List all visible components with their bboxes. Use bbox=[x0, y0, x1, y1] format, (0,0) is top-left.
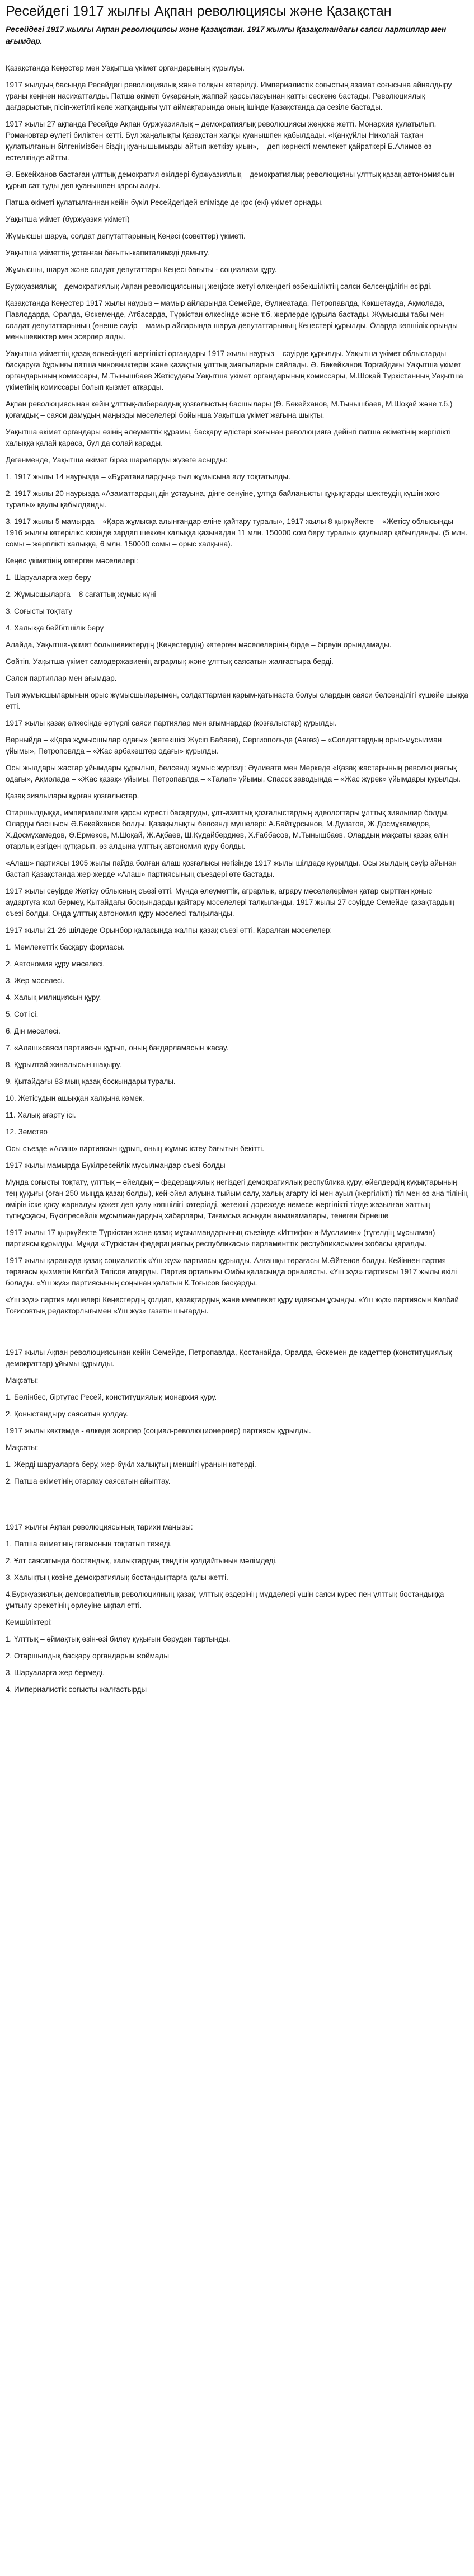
paragraph: 2. Қоныстандыру саясатын қолдау. bbox=[6, 1410, 128, 1418]
paragraph: 1917 жылғы Ақпан революциясының тарихи маңызы: bbox=[6, 1523, 193, 1531]
section-gap bbox=[6, 1493, 468, 1522]
paragraph: Патша өкіметі құлатылғаннан кейін бүкіл Ресейдегідей елімізде де қос (екі) үкімет орнады. bbox=[6, 198, 323, 207]
paragraph: Жұмысшы шаруа, солдат депутаттарының Кеңесі (советтер) үкіметі. bbox=[6, 232, 246, 240]
paragraph: 1917 жылы 21-26 шілдеде Орынбор қаласында жалпы қазақ съезі өтті. Қаралған мәселелер: bbox=[6, 926, 332, 934]
paragraph: 1. 1917 жылы 14 наурызда – «Бұратаналардың» тыл жұмысына алу тоқтатылды. bbox=[6, 473, 290, 481]
paragraph: 1. Мемлекеттік басқару формасы. bbox=[6, 943, 125, 951]
paragraph: 11. Халық ағарту ісі. bbox=[6, 1111, 76, 1119]
paragraph: 2. 1917 жылы 20 наурызда «Азаматтардың дін ұстауына, дінге сенуіне, ұлтқа байланысты құқықтарды шектеудің күшін жою туралы» қаулы қабылданды. bbox=[6, 489, 440, 509]
paragraph: 3. 1917 жылы 5 мамырда – «Қарa жұмысқа алынғандар еліне қайтару туралы», 1917 жылы 8 қыркүйекте – «Жетісу облысынды 1916 жылғы көтерілікс кезінде зардап шеккен халыққа қазынадан 11 млн. 150000 сом беру туралы» қаулылар қабылданды. (5 млн. сомы – жергілікті халыққа, 6 млн. 150000 сомы – орыс халқына). bbox=[6, 517, 468, 548]
paragraph: Жұмысшы, шаруа және солдат депутаттары Кеңесі бағыты - социализм құру. bbox=[6, 265, 277, 274]
paragraph: Уақытша үкіметтің ұстанған бағыты-капиталимзді дамыту. bbox=[6, 249, 209, 257]
paragraph: 3. Халықтың көзіне демократиялық бостандықтарға қолы жетті. bbox=[6, 1573, 228, 1582]
paragraph: 7. «Алаш»саяси партиясын құрып, оның бағдарламасын жасау. bbox=[6, 1044, 229, 1052]
paragraph: 3. Соғысты тоқтату bbox=[6, 607, 73, 615]
paragraph: 1917 жылы мамырда Бүкілресейлік мұсылмандар съезі болды bbox=[6, 1161, 226, 1170]
section-significance bbox=[6, 1522, 468, 1695]
paragraph: Мақсаты: bbox=[6, 1376, 39, 1385]
paragraph: 1917 жылы 27 ақпанда Ресейде Ақпан буржуазиялық – демократиялық революциясы жеңіске жетті. Монархия құлатылып, Романовтар әулеті биліктен кетті. Бұл жаңалықты Қазақстан халқы қуанышпен қабылдады. «Қанқұйлы Николай тақтан құлатылғанын білгенімізбен біздің қуанышымызды айтып жеткізу қиын», – деп көрнекті мемлекет қайраткері Б.Алимов өз естелігінде айтты. bbox=[6, 120, 437, 162]
paragraph: 1. Шаруаларға жер беру bbox=[6, 573, 91, 582]
paragraph: Осы жылдары жастар ұйымдары құрылып, белсенді жұмыс жүргізді: Әулиеата мен Меркеде «Қазақ жастарының революциялық одағы», Ақмолада – «Жас қазақ» ұйымы, Петропавлда – «Талап» ұйымы, Спасск заводында – «Жас жүрек» ұйымдары құрылды. bbox=[6, 764, 461, 783]
paragraph: 4. Халыққа бейбітшілік беру bbox=[6, 624, 104, 632]
paragraph: Алайда, Уақытша-үкімет большевиктердің (Кеңестердің) көтерген мәселелерінің бірде – біреуін орындамады. bbox=[6, 641, 392, 649]
paragraph: Кеңес үкіметінің көтерген мәселелері: bbox=[6, 557, 138, 565]
paragraph: Осы съезде «Алаш» партиясын құрып, оның жұмыс істеу бағытын бекітті. bbox=[6, 1144, 265, 1153]
paragraph: 2. Ұлт саясатында бостандық, халықтардың теңдігін қолдайтынын мәлімдеді. bbox=[6, 1556, 278, 1565]
paragraph: 1917 жылы 17 қыркүйекте Түркістан және қазақ мұсылмандарының съезінде «Иттифок-и-Муслимин» (түгелдің мұсылман) партиясы құрылды. Мұнда «Түркістан федерациялық республикасы» парламенттік республикасымен жобасы қаралды. bbox=[6, 1228, 435, 1248]
paragraph: Сөйтіп, Уақытша үкімет самодержавиенің аграрлық және ұлттық саясатын жалғастыра берді. bbox=[6, 657, 334, 666]
paragraph: Уақытша үкіметтің қазақ өлкесіндегі жергілікті органдары 1917 жылы наурыз – сәуірде құрылды. Уақытша үкімет облыстарды басқаруға бұрынғы патша чиновниктерін және қазақтың ұлттық зиялыларын сайлады. Ә. Бөкейханов Торғайдағы Уақытша үкімет органдарының комиссары, М.Тынышбаев Жетісудағы Уақытша үкімет органдарының комиссары, М.Шоқай Түркістанның Уақытша үкіметінің комиссары болып қызмет атқарды. bbox=[6, 349, 463, 391]
paragraph: «Үш жүз» партия мүшелері Кеңестердің қолдап, қазақтардың және мемлекет құру идеясын ұсынды. «Үш жүз» партиясын Көлбай Тоғисовтың редакторлығымен «Үш жүз» газетін шығарды. bbox=[6, 1296, 459, 1315]
paragraph: Буржуазиялық – демократиялық Ақпан революциясының жеңіске жетуі өлкендегі өзбекшіліктің саяси белсенділігін өсірді. bbox=[6, 282, 432, 291]
paragraph: Мақсаты: bbox=[6, 1443, 39, 1452]
paragraph: Тыл жұмысшыларының орыс жұмысшыларымен, солдаттармен қарым-қатынаста болуы олардың саяси белсенділігі күшейе шыққа етті. bbox=[6, 691, 468, 710]
paragraph: «Алаш» партиясы 1905 жылы пайда болған алаш қозғалысы негізінде 1917 жылы шілдеде құрылды. Осы жылдың сәуір айынан бастап Қазақстанда жер-жерде «Алаш» партиясының съездері өте бастады. bbox=[6, 859, 457, 878]
paragraph: Мұнда соғысты тоқтату, ұлттық – әйелдық – федерациялық негіздегі демократиялық республика құру, әйелдердің құқықтарының тең құқығы (оған 250 мыңда қазақ болды), кей-әйел алуына тыйым салу, халық ағарту ісі мен ауыл (жергілікті) тіл мен өз ана тілінің өмірін іске қосу жарналуы қажет деп қалу көпшілігі көтерілді, жетекші дәрежеде немесе жергілікті тілде жазылған хаттың түпнұсқасы, Бүкілресейлік мұсылмандардың хабарлары, Тағамсыз асыққан аңызнамалары, тенеген бірнеше bbox=[6, 1178, 468, 1220]
paragraph: 1917 жылы сәуірде Жетісу облысның съезі өтті. Мұнда әлеуметтік, аграрлық, аграру мәселелерімен қатар сырттан қоныс аудартуға жол бермеу, Қытайдағы босқындарды қайтару мәселелері талқыланды. 1917 жылы 27 сәуірде Семейде қазақтардың съезі болды. Онда ұлттық автономия құру мәселесі талқыланды. bbox=[6, 887, 454, 918]
paragraph: 5. Сот ісі. bbox=[6, 1010, 39, 1018]
paragraph: 8. Құрылтай жиналысын шақыру. bbox=[6, 1060, 121, 1069]
paragraph: 1917 жылы Ақпан революциясынан кейін Семейде, Петропавлда, Қостанайда, Оралда, Өскемен де кадеттер (конституциялық демократтар) ұйымы құрылды. bbox=[6, 1348, 452, 1368]
paragraph: 2. Жұмысшыларға – 8 сағаттық жұмыс күні bbox=[6, 590, 156, 599]
section-soviets bbox=[6, 63, 468, 550]
paragraph: 1917 жылы қарашада қазақ социалистік «Үш жүз» партиясы құрылды. Алғашқы төрағасы М.Әйтенов болды. Кейіннен партия төрағасы қызметін Көлбай Төгісов атқарды. Партия орталығы Омбы қаласында орналасты. «Үш жүз» партиясы 1917 жылы өкілі болады. «Үш жүз» партиясының соңынан қалатын К.Тоғысов басқарды. bbox=[6, 1256, 457, 1287]
paragraph: 2. Автономия құру мәселесі. bbox=[6, 960, 105, 968]
page-subtitle: Ресейдегі 1917 жылғы Ақпан революциясы және Қазақстан. 1917 жылғы Қазақстандағы саяси партиялар мен ағымдар. bbox=[6, 25, 447, 45]
paragraph: 2. Патша өкіметінің отарлау саясатын айыптау. bbox=[6, 1477, 171, 1485]
paragraph: 1. Ұлттық – әймақтық өзін-өзі билеу құқығын беруден тартынды. bbox=[6, 1635, 231, 1643]
section-cadets bbox=[6, 1347, 468, 1487]
paragraph: 4. Халық милициясын құру. bbox=[6, 993, 101, 1002]
section-gap bbox=[6, 1322, 468, 1347]
paragraph: 3. Шаруаларға жер бермеді. bbox=[6, 1668, 105, 1677]
paragraph: 4.Буржуазиялық-демократиялық революцияның қазақ, ұлттық өздерінің мүдделері үшін саяси күрес пен ұлттық бостандыққа ұмтылу әрекетінің өрлеуіне ықпал етті. bbox=[6, 1590, 444, 1610]
paragraph: Ә. Бөкейханов бастаған ұлттық демократия өкілдері буржуазиялық – демократиялық революцияны ұлттық қазақ автономиясын құрып сат туды деп қуанышпен қарсы алды. bbox=[6, 170, 454, 190]
paragraph: Дегенмендe, Уақытша өкімет біраз шараларды жүзеге асырды: bbox=[6, 456, 228, 464]
section-parties bbox=[6, 555, 468, 1138]
paragraph: 9. Қытайдағы 83 мың қазақ босқындары туралы. bbox=[6, 1077, 176, 1086]
page-title: Ресейдегі 1917 жылғы Ақпан революциясы және Қазақстан bbox=[6, 3, 392, 19]
paragraph: 1917 жылы қазақ өлкесінде әртүрлі саяси партиялар мен ағымнардар (қозғалыстар) құрылды. bbox=[6, 719, 337, 727]
paragraph: Қазақстанда Кеңестер мен Уақытша үкімет органдарының құрылуы. bbox=[6, 64, 245, 72]
paragraph: 3. Жер мәселесі. bbox=[6, 976, 65, 985]
paragraph: Верныйда – «Қара жұмысшылар одағы» (жетекшісі Жүсіп Бабаев), Сергиопольде (Аягөз) – «Солдаттардың орыс-мұсылман ұйымы», Петроповлда – «Жас арбакештер одағы» құрылды. bbox=[6, 736, 442, 755]
paragraph: 4. Империалистік соғысты жалғастырды bbox=[6, 1685, 147, 1694]
paragraph: 2. Отаршылдық басқару органдарын жоймады bbox=[6, 1652, 170, 1660]
paragraph: 1. Бөлінбес, біртұтас Ресей, конституциялық монархия құру. bbox=[6, 1393, 217, 1401]
paragraph: 12. Земство bbox=[6, 1128, 48, 1136]
paragraph: Отаршылдыққа, империализмге қарсы күресті басқаруды, ұлт-азаттық қозғалыстардың идеологтары ұлттық зиялылар болды. Оларды басшысы Ә.Бөкейханов болды. Қазақылықты белсенді мүшелері: А.Байтұрсынов, М.Дулатов, Ж.Досмұхамедов, Х.Досмұхамедов, Ә.Ермеков, М.Шоқай, Ж.Ақбаев, Ш.Құдайбердиев, Х.Ғаббасов, М.Тынышбаев. Олардың мақсаты қазақ елін отарлық езгіден құтқарып, өз алдына ұлттық автономия құру болды. bbox=[6, 808, 449, 850]
paragraph: 1. Патша өкіметінің гегемонын тоқтатып тежеді. bbox=[6, 1540, 172, 1548]
paragraph: Уақытша үкімет (буржуазия үкіметі) bbox=[6, 215, 130, 223]
paragraph: Қазақ зиялылары құрған қозғалыстар. bbox=[6, 792, 139, 800]
paragraph: 6. Дін мәселесі. bbox=[6, 1027, 60, 1035]
paragraph: Уақытша өкімет органдары өзінің әлеуметтік құрамы, басқару әдістері жағынан революцияға дейінгі патша өкіметінің жергілікті халыққа қалай қараса, бұл да солай қарады. bbox=[6, 428, 451, 447]
paragraph: Саяси партиялар мен ағымдар. bbox=[6, 674, 117, 682]
paragraph: 10. Жетісудың ашыққан халқына көмек. bbox=[6, 1094, 144, 1102]
paragraph: 1. Жерді шаруаларға беру, жер-бүкіл халықтың меншігі ұранын көтерді. bbox=[6, 1460, 256, 1469]
paragraph: Кемшіліктері: bbox=[6, 1618, 53, 1626]
section-alash bbox=[6, 1143, 468, 1317]
paragraph: Қазақстанда Кеңестер 1917 жылы наурыз – мамыр айларында Семейде, Әулиеатада, Петропавлда, Көкшетауда, Ақмолада, Павлодарда, Оралда, Өскеменде, Атбасарда, Түркістан өлкесінде және т.б. жерлерде құрыла бастады. Жұмысшы табы мен солдат депутаттарының (өнеше сауір – мамыр айларында шаруа депутаттарының Кеңестері құрылды. Оларда көпшілік орынды меньшевиктер мен эсерлер алды. bbox=[6, 299, 458, 341]
paragraph: 1917 жылы көктемде - өлкеде эсерлер (социал-революционерлер) партиясы құрылды. bbox=[6, 1427, 311, 1435]
paragraph: Ақпан революциясынан кейін ұлттық-либералдық қозғалыстың басшылары (Ә. Бөкейханов, М.Тынышбаев, М.Шоқай және т.б.) қоғамдық – саяси дамудың маңызды мәселелері бойынша Уақытша үкімет жағына шықты. bbox=[6, 400, 453, 419]
paragraph: 1917 жылдың басында Ресейдегі революциялық және толқын көтерілді. Империалистік соғыстың азамат соғысына айналдыру ұраны кеңінен насихатталды. Патша өкіметі бұқараның жаппай қарсыласуынан қатты сескене бастады. Революциялық дағдарыстың пісіп-жетілгі келе жатқандығы ұлт аймақтарында оның ішінде Қазақстанда да сезіле бастады. bbox=[6, 81, 452, 111]
